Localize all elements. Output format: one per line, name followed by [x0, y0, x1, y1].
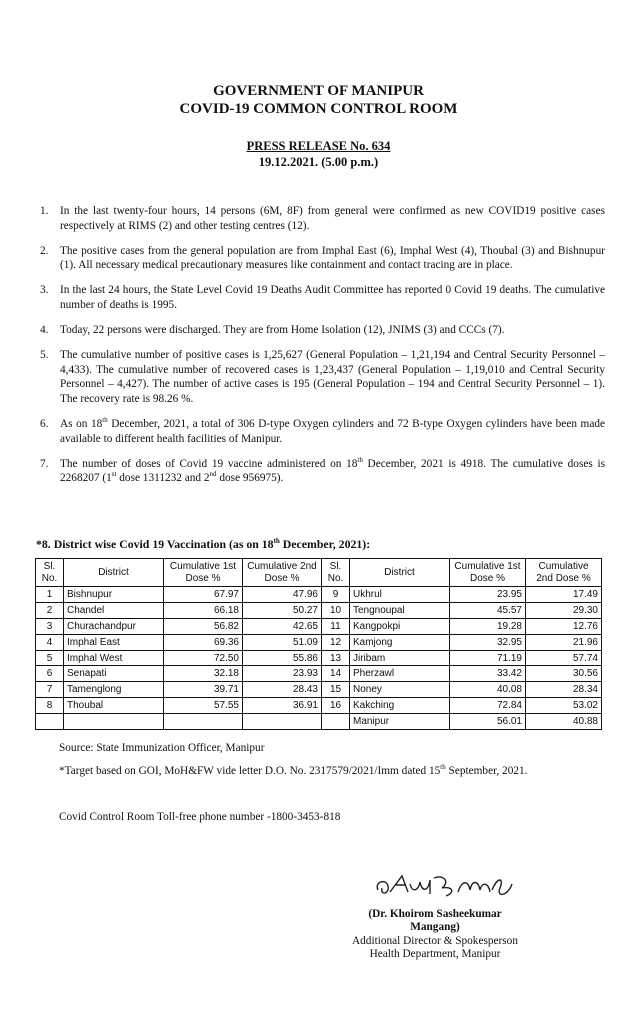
point-text: In the last twenty-four hours, 14 persons (6M, 8F) from general were confirmed as new COVID19 positive cases respectively at RIMS (2) and other testing centres (12).: [60, 205, 605, 232]
first-dose-cell: 40.08: [450, 682, 526, 698]
sl-no-cell: 4: [36, 634, 64, 650]
district-cell: Noney: [350, 682, 450, 698]
table-total-row: [36, 714, 602, 730]
press-release-points: [40, 204, 605, 496]
sl-no-cell: 2: [36, 602, 64, 618]
government-title: GOVERNMENT OF MANIPUR: [213, 83, 424, 99]
district-cell: Chandel: [64, 602, 164, 618]
first-dose-cell: 56.82: [164, 618, 243, 634]
point-7: [40, 457, 605, 486]
table-row: [36, 666, 602, 682]
sl-no-cell: 7: [36, 682, 64, 698]
source-note: Source: State Immunization Officer, Manipur: [59, 742, 265, 754]
point-text: As on 18th December, 2021, a total of 306 D-type Oxygen cylinders and 72 B-type Oxygen cylinders have been made available to different health facilities of Manipur.: [60, 416, 605, 445]
second-dose-cell: 57.74: [526, 650, 602, 666]
table-row: [36, 634, 602, 650]
first-dose-cell: 72.50: [164, 650, 243, 666]
second-dose-cell: 51.09: [243, 634, 322, 650]
first-dose-cell: 69.36: [164, 634, 243, 650]
second-dose-cell: 28.43: [243, 682, 322, 698]
first-dose-cell: 19.28: [450, 618, 526, 634]
district-cell: Ukhrul: [350, 587, 450, 603]
total-first-dose-cell: 56.01: [450, 714, 526, 730]
handwritten-signature: [372, 868, 517, 904]
first-dose-cell: 23.95: [450, 587, 526, 603]
col-cumulative-2nd: Cumulative 2nd Dose %: [243, 559, 322, 587]
sl-no-cell: 10: [322, 602, 350, 618]
first-dose-cell: 33.42: [450, 666, 526, 682]
district-cell: Kangpokpi: [350, 618, 450, 634]
signatory-block: [345, 908, 525, 962]
table-header-row: [36, 559, 602, 587]
second-dose-cell: 28.34: [526, 682, 602, 698]
signatory-department: Health Department, Manipur: [369, 948, 501, 961]
second-dose-cell: 53.02: [526, 698, 602, 714]
empty-cell: [36, 714, 64, 730]
district-cell: Pherzawl: [350, 666, 450, 682]
point-text: The number of doses of Covid 19 vaccine administered on 18th December, 2021 is 4918. The cumulative doses is 2268207 (1st dose 1311232 and 2nd dose 956975).: [60, 455, 605, 485]
table-row: [36, 618, 602, 634]
second-dose-cell: 17.49: [526, 587, 602, 603]
second-dose-cell: 21.96: [526, 634, 602, 650]
col-cumulative-1st: Cumulative 1st Dose %: [164, 559, 243, 587]
point-4: [40, 323, 605, 338]
col-sl-no: Sl. No.: [322, 559, 350, 587]
point-number: 6.: [40, 418, 49, 431]
table-row: [36, 587, 602, 603]
sl-no-cell: 3: [36, 618, 64, 634]
sl-no-cell: 16: [322, 698, 350, 714]
first-dose-cell: 45.57: [450, 602, 526, 618]
second-dose-cell: 23.93: [243, 666, 322, 682]
signatory-name: (Dr. Khoirom Sasheekumar Mangang): [368, 908, 502, 934]
empty-cell: [64, 714, 164, 730]
first-dose-cell: 71.19: [450, 650, 526, 666]
second-dose-cell: 36.91: [243, 698, 322, 714]
sl-no-cell: 6: [36, 666, 64, 682]
district-cell: Churachandpur: [64, 618, 164, 634]
target-note: *Target based on GOI, MoH&FW vide letter D.O. No. 2317579/2021/Imm dated 15th September, 2021.: [59, 763, 528, 777]
section-8-heading: *8. District wise Covid 19 Vaccination (as on 18th December, 2021):: [36, 537, 371, 551]
first-dose-cell: 32.18: [164, 666, 243, 682]
first-dose-cell: 32.95: [450, 634, 526, 650]
sl-no-cell: 9: [322, 587, 350, 603]
sl-no-cell: 13: [322, 650, 350, 666]
col-cumulative-1st: Cumulative 1st Dose %: [450, 559, 526, 587]
second-dose-cell: 30.56: [526, 666, 602, 682]
col-district: District: [350, 559, 450, 587]
first-dose-cell: 72.84: [450, 698, 526, 714]
point-number: 4.: [40, 324, 49, 337]
point-text: The positive cases from the general population are from Imphal East (6), Imphal West (4), Thoubal (3) and Bishnupur (1). All necessary medical precautionary measures like containment and contact tracing are in place.: [60, 244, 605, 272]
empty-cell: [164, 714, 243, 730]
district-cell: Bishnupur: [64, 587, 164, 603]
second-dose-cell: 29.30: [526, 602, 602, 618]
col-cumulative-2nd: Cumulative 2nd Dose %: [526, 559, 602, 587]
point-6: [40, 417, 605, 446]
empty-cell: [243, 714, 322, 730]
col-district: District: [64, 559, 164, 587]
district-cell: Kakching: [350, 698, 450, 714]
sl-no-cell: 14: [322, 666, 350, 682]
point-text: Today, 22 persons were discharged. They are from Home Isolation (12), JNIMS (3) and CCCs (7).: [60, 324, 505, 337]
table-row: [36, 602, 602, 618]
first-dose-cell: 39.71: [164, 682, 243, 698]
point-5: [40, 348, 605, 406]
release-date: 19.12.2021. (5.00 p.m.): [258, 155, 379, 169]
vaccination-table: [35, 558, 602, 730]
table-row: [36, 650, 602, 666]
sl-no-cell: 8: [36, 698, 64, 714]
sl-no-cell: 5: [36, 650, 64, 666]
point-text: In the last 24 hours, the State Level Covid 19 Deaths Audit Committee has reported 0 Covid 19 deaths. The cumulative number of deaths is 1995.: [60, 284, 605, 311]
first-dose-cell: 66.18: [164, 602, 243, 618]
press-release-number: PRESS RELEASE No. 634: [246, 139, 391, 153]
second-dose-cell: 47.96: [243, 587, 322, 603]
point-1: [40, 204, 605, 233]
district-cell: Thoubal: [64, 698, 164, 714]
point-text: The cumulative number of positive cases is 1,25,627 (General Population – 1,21,194 and Central Security Personnel – 4,433). The cumulative number of recovered cases is 1,23,437 (General Population – 1,19,010 and Central Security Personnel – 4,427). The number of active cases is 195 (General Population – 194 and Central Security Personnel – 1). The recovery rate is 98.26 %.: [60, 349, 605, 405]
second-dose-cell: 12.76: [526, 618, 602, 634]
district-cell: Tamenglong: [64, 682, 164, 698]
empty-cell: [322, 714, 350, 730]
tollfree-number: Covid Control Room Toll-free phone number -1800-3453-818: [59, 811, 341, 823]
district-cell: Imphal West: [64, 650, 164, 666]
sl-no-cell: 12: [322, 634, 350, 650]
second-dose-cell: 55.86: [243, 650, 322, 666]
first-dose-cell: 67.97: [164, 587, 243, 603]
point-2: [40, 244, 605, 273]
first-dose-cell: 57.55: [164, 698, 243, 714]
total-district-cell: Manipur: [350, 714, 450, 730]
table-row: [36, 698, 602, 714]
col-sl-no: Sl. No.: [36, 559, 64, 587]
sl-no-cell: 15: [322, 682, 350, 698]
point-number: 5.: [40, 349, 49, 362]
district-cell: Senapati: [64, 666, 164, 682]
district-cell: Kamjong: [350, 634, 450, 650]
point-number: 2.: [40, 244, 49, 257]
district-cell: Imphal East: [64, 634, 164, 650]
second-dose-cell: 42.65: [243, 618, 322, 634]
control-room-title: COVID-19 COMMON CONTROL ROOM: [179, 101, 458, 117]
point-number: 7.: [40, 457, 49, 470]
point-number: 1.: [40, 205, 49, 217]
signatory-title: Additional Director & Spokesperson: [352, 934, 518, 947]
point-number: 3.: [40, 284, 49, 297]
district-cell: Jiribam: [350, 650, 450, 666]
second-dose-cell: 50.27: [243, 602, 322, 618]
total-second-dose-cell: 40.88: [526, 714, 602, 730]
point-3: [40, 283, 605, 312]
district-cell: Tengnoupal: [350, 602, 450, 618]
table-body: [36, 587, 602, 730]
sl-no-cell: 11: [322, 618, 350, 634]
table-row: [36, 682, 602, 698]
sl-no-cell: 1: [36, 587, 64, 603]
